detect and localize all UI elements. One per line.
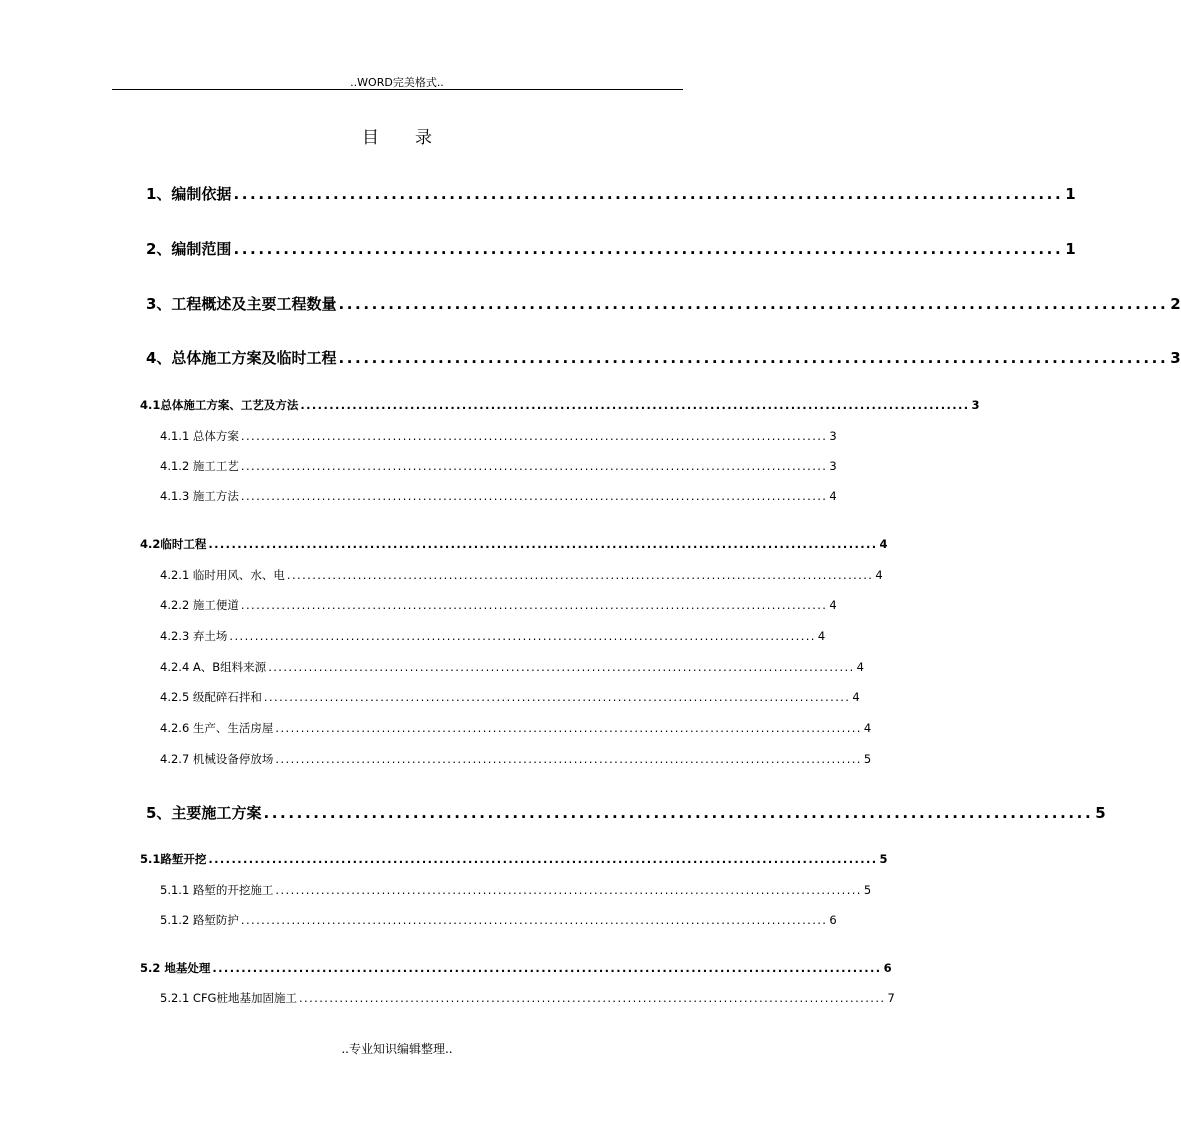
toc-entry-label: 5.1路堑开挖 xyxy=(140,852,207,866)
toc-entry-label: 4.2.4 A、B组料来源 xyxy=(160,660,267,674)
toc-entry-label: 2、编制范围 xyxy=(146,240,232,258)
toc-leader-dots: .................................................................................................... xyxy=(233,240,1064,258)
toc-leader-dots: .................................................................................................... xyxy=(263,804,1094,822)
toc-entry[interactable] xyxy=(160,720,872,736)
toc-entry-page: 4 xyxy=(829,489,837,503)
toc-entry-label: 4.2临时工程 xyxy=(140,537,207,551)
toc-leader-dots: .................................................................................................................... xyxy=(298,991,886,1005)
toc-entry-page: 3 xyxy=(829,429,837,443)
toc-entry-page: 1 xyxy=(1065,185,1076,203)
toc-entry-label: 5.1.2 路堑防护 xyxy=(160,913,239,927)
toc-entry[interactable] xyxy=(146,293,1181,314)
toc-entry[interactable] xyxy=(160,689,860,705)
toc-entry-page: 1 xyxy=(1065,240,1076,258)
toc-leader-dots: .................................................................................................................... xyxy=(240,913,828,927)
toc-entry[interactable] xyxy=(160,428,837,444)
toc-leader-dots: .................................................................................................................... xyxy=(208,537,878,551)
toc-entry-page: 6 xyxy=(829,913,837,927)
toc-entry[interactable] xyxy=(160,659,864,675)
toc-leader-dots: .................................................................................................................... xyxy=(240,429,828,443)
toc-entry-page: 5 xyxy=(863,883,872,897)
toc-leader-dots: .................................................................................................... xyxy=(233,185,1064,203)
toc-leader-dots: .................................................................................................................... xyxy=(240,459,828,473)
toc-entry-label: 3、工程概述及主要工程数量 xyxy=(146,295,337,313)
toc-entry-page: 4 xyxy=(856,660,864,674)
toc-entry-page: 4 xyxy=(863,721,872,735)
toc-entry-page: 5 xyxy=(879,852,888,866)
toc-leader-dots: .................................................................................................................... xyxy=(300,398,970,412)
toc-entry-label: 5.1.1 路堑的开挖施工 xyxy=(160,883,274,897)
toc-entry[interactable] xyxy=(140,536,888,552)
toc-entry[interactable] xyxy=(146,802,1106,823)
toc-leader-dots: .................................................................................................................... xyxy=(240,598,828,612)
toc-leader-dots: .................................................................................................................... xyxy=(263,690,851,704)
toc-leader-dots: .................................................................................................................... xyxy=(208,852,878,866)
toc-entry[interactable] xyxy=(160,597,837,613)
toc-entry-label: 4、总体施工方案及临时工程 xyxy=(146,349,337,367)
toc-leader-dots: .................................................................................................................... xyxy=(268,660,855,674)
toc-leader-dots: .................................................................................................................... xyxy=(212,961,882,975)
toc-leader-dots: .................................................................................................................... xyxy=(286,568,874,582)
toc-entry-page: 6 xyxy=(883,961,892,975)
toc-entry[interactable] xyxy=(160,912,837,928)
toc-entry-label: 4.2.3 弃土场 xyxy=(160,629,228,643)
toc-leader-dots: .................................................................................................... xyxy=(338,349,1169,367)
toc-entry-page: 3 xyxy=(829,459,837,473)
toc-entry[interactable] xyxy=(146,238,1076,259)
toc-entry-label: 4.1总体施工方案、工艺及方法 xyxy=(140,398,299,412)
toc-entry-label: 1、编制依据 xyxy=(146,185,232,203)
toc-entry[interactable] xyxy=(160,628,826,644)
toc-entry[interactable] xyxy=(160,990,895,1006)
toc-entry[interactable] xyxy=(160,567,883,583)
toc-entry-page: 5 xyxy=(863,752,872,766)
toc-entry[interactable] xyxy=(140,851,888,867)
toc-entry-page: 5 xyxy=(1095,804,1106,822)
toc-entry[interactable] xyxy=(160,488,837,504)
toc-leader-dots: .................................................................................................... xyxy=(338,295,1169,313)
toc-entry-page: 2 xyxy=(1170,295,1181,313)
toc-entry[interactable] xyxy=(140,397,980,413)
toc-entry-page: 3 xyxy=(1170,349,1181,367)
toc-entry-label: 4.2.2 施工便道 xyxy=(160,598,239,612)
toc-entry-page: 4 xyxy=(879,537,888,551)
page-footer: ..专业知识编辑整理.. xyxy=(341,1042,453,1056)
toc-entry-label: 5.2.1 CFG桩地基加固施工 xyxy=(160,991,297,1005)
toc-entry-page: 4 xyxy=(852,690,860,704)
toc-leader-dots: .................................................................................................................... xyxy=(240,489,828,503)
toc-entry-page: 4 xyxy=(875,568,883,582)
toc-entry-page: 3 xyxy=(971,398,980,412)
toc-entry[interactable] xyxy=(160,458,837,474)
toc-leader-dots: .................................................................................................................... xyxy=(229,629,816,643)
toc-leader-dots: .................................................................................................................... xyxy=(275,883,862,897)
toc-entry-label: 4.2.6 生产、生活房屋 xyxy=(160,721,274,735)
toc-leader-dots: .................................................................................................................... xyxy=(275,721,862,735)
toc-entry-page: 7 xyxy=(887,991,895,1005)
toc-entry-label: 4.1.2 施工工艺 xyxy=(160,459,239,473)
toc-entry-label: 4.2.7 机械设备停放场 xyxy=(160,752,274,766)
toc-entry-label: 5、主要施工方案 xyxy=(146,804,262,822)
toc-leader-dots: .................................................................................................................... xyxy=(275,752,862,766)
toc-entry-label: 4.2.1 临时用风、水、电 xyxy=(160,568,285,582)
toc-entry-label: 4.2.5 级配碎石拌和 xyxy=(160,690,262,704)
toc-entry-label: 4.1.3 施工方法 xyxy=(160,489,239,503)
toc-entry[interactable] xyxy=(146,183,1076,204)
toc-entry-page: 4 xyxy=(817,629,826,643)
header-text: ..WORD完美格式.. xyxy=(350,76,444,89)
toc-entry-label: 5.2 地基处理 xyxy=(140,961,211,975)
toc-title: 目录 xyxy=(362,128,468,148)
toc-entry-page: 4 xyxy=(829,598,837,612)
toc-entry-label: 4.1.1 总体方案 xyxy=(160,429,239,443)
toc-entry[interactable] xyxy=(146,347,1181,368)
toc-entry[interactable] xyxy=(160,751,872,767)
toc-entry[interactable] xyxy=(140,960,892,976)
toc-entry[interactable] xyxy=(160,882,872,898)
